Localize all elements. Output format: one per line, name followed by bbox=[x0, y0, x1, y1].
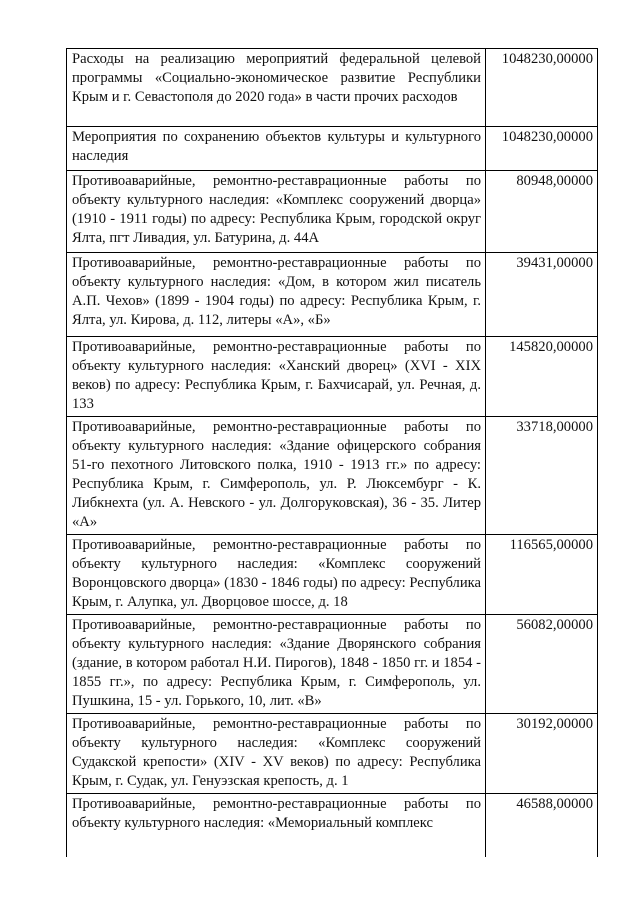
row-description: Противоаварийные, ремонтно-реставрационные работы по объекту культурного наследия: «Комплекс сооружений дворца» (1910 - 1911 годы) по адресу: Республика Крым, городской округ Ялта, пгт Ливадия, ул. Батурина, д. 44А bbox=[67, 171, 486, 253]
row-description: Противоаварийные, ремонтно-реставрационные работы по объекту культурного наследия: «Здание офицерского собрания 51-го пехотного Литовского полка, 1910 - 1913 гг.» по адресу: Республика Крым, г. Симферополь, ул. Р. Люксембург - К. Либкнехта (ул. А. Невского - ул. Долгоруковская), 36 - 35. Литер «А» bbox=[67, 417, 486, 535]
row-amount: 56082,00000 bbox=[486, 615, 598, 714]
row-description: Противоаварийные, ремонтно-реставрационные работы по объекту культурного наследия: «Здание Дворянского собрания (здание, в котором работал Н.И. Пирогов), 1848 - 1850 гг. и 1854 - 1855 гг.», по адресу: Республика Крым, г. Симферополь, ул. Пушкина, 15 - ул. Горького, 10, лит. «В» bbox=[67, 615, 486, 714]
table-row bbox=[67, 253, 598, 337]
expenditure-table bbox=[66, 48, 598, 857]
row-amount: 46588,00000 bbox=[486, 794, 598, 858]
table-row bbox=[67, 127, 598, 171]
table-row bbox=[67, 714, 598, 794]
table-row bbox=[67, 794, 598, 858]
row-amount: 1048230,00000 bbox=[486, 49, 598, 127]
table-row bbox=[67, 615, 598, 714]
row-amount: 1048230,00000 bbox=[486, 127, 598, 171]
row-amount: 145820,00000 bbox=[486, 337, 598, 417]
row-description: Расходы на реализацию мероприятий федеральной целевой программы «Социально-экономическое развитие Республики Крым и г. Севастополя до 2020 года» в части прочих расходов bbox=[67, 49, 486, 127]
row-description: Противоаварийные, ремонтно-реставрационные работы по объекту культурного наследия: «Ханский дворец» (XVI - XIX веков) по адресу: Республика Крым, г. Бахчисарай, ул. Речная, д. 133 bbox=[67, 337, 486, 417]
table-row bbox=[67, 49, 598, 127]
row-description: Противоаварийные, ремонтно-реставрационные работы по объекту культурного наследия: «Дом, в котором жил писатель А.П. Чехов» (1899 - 1904 годы) по адресу: Республика Крым, г. Ялта, ул. Кирова, д. 112, литеры «А», «Б» bbox=[67, 253, 486, 337]
table-row bbox=[67, 171, 598, 253]
row-amount: 116565,00000 bbox=[486, 535, 598, 615]
row-amount: 80948,00000 bbox=[486, 171, 598, 253]
row-description: Противоаварийные, ремонтно-реставрационные работы по объекту культурного наследия: «Комплекс сооружений Воронцовского дворца» (1830 - 1846 годы) по адресу: Республика Крым, г. Алупка, ул. Дворцовое шоссе, д. 18 bbox=[67, 535, 486, 615]
row-amount: 30192,00000 bbox=[486, 714, 598, 794]
table-row bbox=[67, 535, 598, 615]
table-row bbox=[67, 337, 598, 417]
row-amount: 39431,00000 bbox=[486, 253, 598, 337]
table-row bbox=[67, 417, 598, 535]
row-description: Противоаварийные, ремонтно-реставрационные работы по объекту культурного наследия: «Мемориальный комплекс bbox=[67, 794, 486, 858]
row-amount: 33718,00000 bbox=[486, 417, 598, 535]
row-description: Мероприятия по сохранению объектов культуры и культурного наследия bbox=[67, 127, 486, 171]
row-description: Противоаварийные, ремонтно-реставрационные работы по объекту культурного наследия: «Комплекс сооружений Судакской крепости» (XIV - XV веков) по адресу: Республика Крым, г. Судак, ул. Генуэзская крепость, д. 1 bbox=[67, 714, 486, 794]
